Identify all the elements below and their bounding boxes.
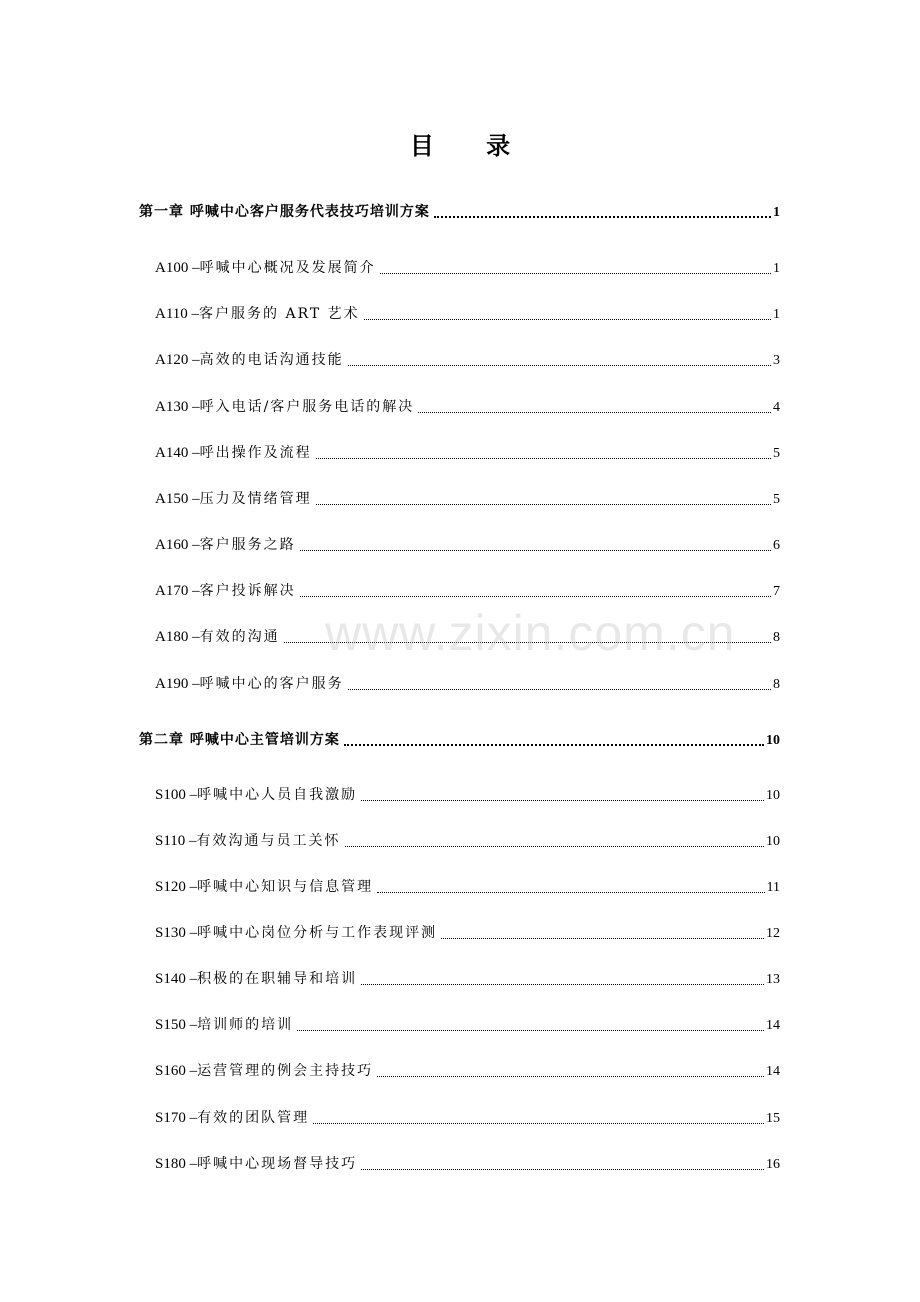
toc-entry-code: A150 – [155,491,200,507]
toc-leader [361,1168,764,1170]
toc-entry-s120[interactable] [155,876,780,898]
toc-entry-code: A180 – [155,629,200,645]
toc-entry-label: 压力及情绪管理 [199,491,312,507]
toc-page-number: 12 [766,926,780,941]
toc-entry-label: 高效的电话沟通技能 [199,352,344,368]
toc-leader [344,743,764,746]
toc-page-number: 1 [773,261,780,276]
toc-leader [361,799,764,801]
toc-entry-label: 培训师的培训 [197,1017,294,1033]
toc-entry-s140[interactable] [155,968,780,990]
toc-entry-label: 客户服务之路 [199,537,296,553]
toc-entry-code: A110 – [155,306,200,322]
toc-entry-label: 有效的团队管理 [197,1110,310,1126]
toc-entry-label: 运营管理的例会主持技巧 [197,1063,374,1079]
toc-chapter-1[interactable] [139,201,780,223]
toc-entry-a130[interactable] [155,396,780,418]
toc-entry-a160[interactable] [155,534,780,556]
toc-entry-label: 积极的在职辅导和培训 [197,971,358,987]
toc-leader [361,983,764,985]
toc-leader [348,364,771,366]
toc-entry-code: S130 – [155,925,198,941]
toc-entry-code: A120 – [155,352,200,368]
toc-page-number: 5 [773,446,780,461]
toc-entry-a150[interactable] [155,488,780,510]
toc-page-number: 7 [773,584,780,599]
toc-entry-label: 有效沟通与员工关怀 [196,833,341,849]
toc-leader [441,937,764,939]
toc-leader [418,411,771,413]
toc-entry-code: S180 – [155,1156,198,1172]
toc-page-number: 13 [766,972,780,987]
toc-page-number: 8 [773,677,780,692]
toc-entry-label: 呼入电话/客户服务电话的解决 [199,399,415,415]
toc-leader [377,1075,764,1077]
toc-entry-a190[interactable] [155,673,780,695]
toc-entry-label: 客户服务的 ART 艺术 [199,306,360,322]
toc-entry-a180[interactable] [155,626,780,648]
toc-entry-code: S120 – [155,879,198,895]
toc-entry-a100[interactable] [155,257,780,279]
toc-page-number: 5 [773,492,780,507]
toc-page-number: 15 [766,1111,780,1126]
toc-entry-s110[interactable] [155,830,780,852]
toc-chapter-label: 第一章 呼喊中心客户服务代表技巧培训方案 [139,204,430,220]
toc-entry-label: 呼喊中心岗位分析与工作表现评测 [197,925,438,941]
toc-entry-label: 有效的沟通 [199,629,280,645]
toc-leader [316,457,771,459]
toc-leader [297,1029,764,1031]
toc-page-number: 14 [766,1064,780,1079]
toc-page-number: 1 [773,307,780,322]
toc-chapter-2[interactable] [139,729,780,751]
toc-entry-code: A160 – [155,537,200,553]
toc-entry-label: 呼喊中心现场督导技巧 [197,1156,358,1172]
toc-entry-label: 呼喊中心知识与信息管理 [197,879,374,895]
toc-leader [284,641,771,643]
toc-entry-s150[interactable] [155,1014,780,1036]
toc-entry-s170[interactable] [155,1107,780,1129]
toc-leader [300,595,771,597]
toc-page-number: 10 [766,834,780,849]
toc-page-number: 3 [773,353,780,368]
watermark: www.zixin.com.cn [325,605,736,661]
toc-page-number: 11 [766,880,780,895]
toc-leader [364,318,771,320]
toc-entry-code: S100 – [155,787,198,803]
toc-leader [380,272,771,274]
toc-entry-s100[interactable] [155,784,780,806]
toc-entry-label: 呼出操作及流程 [199,445,312,461]
toc-entry-code: A130 – [155,399,200,415]
toc-entry-label: 呼喊中心概况及发展简介 [199,260,376,276]
toc-page-number: 6 [773,538,780,553]
toc-entry-s160[interactable] [155,1060,780,1082]
toc-leader [345,845,764,847]
toc-leader [316,503,771,505]
toc-page-number: 1 [773,205,780,220]
toc-leader [313,1122,764,1124]
toc-entry-a120[interactable] [155,349,780,371]
toc-page-number: 8 [773,630,780,645]
toc-entry-label: 客户投诉解决 [199,583,296,599]
toc-leader [434,215,771,218]
toc-page-number: 10 [766,733,780,748]
toc-page-number: 14 [766,1018,780,1033]
toc-entry-code: A170 – [155,583,200,599]
toc-chapter-label: 第二章 呼喊中心主管培训方案 [139,732,340,748]
toc-entry-code: S140 – [155,971,198,987]
toc-leader [377,891,764,893]
toc-entry-label: 呼喊中心的客户服务 [199,676,344,692]
toc-entry-code: S160 – [155,1063,198,1079]
toc-entry-s130[interactable] [155,922,780,944]
page-title: 目 录 [409,131,533,160]
toc-entry-code: A190 – [155,676,200,692]
toc-entry-code: A100 – [155,260,200,276]
toc-entry-code: S110 – [155,833,197,849]
toc-page-number: 10 [766,788,780,803]
toc-leader [300,549,771,551]
toc-page-number: 4 [773,400,780,415]
toc-entry-code: S170 – [155,1110,198,1126]
toc-entry-label: 呼喊中心人员自我激励 [197,787,358,803]
toc-entry-a140[interactable] [155,442,780,464]
toc-entry-code: A140 – [155,445,200,461]
toc-entry-s180[interactable] [155,1153,780,1175]
toc-leader [348,688,771,690]
toc-entry-a110[interactable] [155,303,780,325]
toc-entry-a170[interactable] [155,580,780,602]
toc-entry-code: S150 – [155,1017,198,1033]
toc-page-number: 16 [766,1157,780,1172]
